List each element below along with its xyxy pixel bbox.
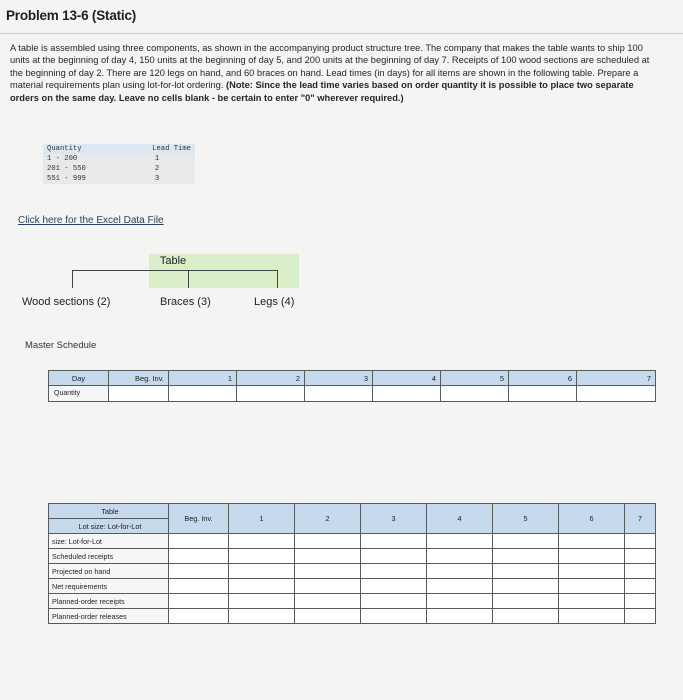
mrp-cell[interactable] xyxy=(625,594,656,609)
mrp-cell[interactable] xyxy=(559,594,625,609)
mrp-cell[interactable] xyxy=(625,609,656,624)
mrp-cell[interactable] xyxy=(295,579,361,594)
master-schedule-input[interactable] xyxy=(237,386,305,402)
lead-time-header-quantity: Quantity xyxy=(43,144,119,154)
mrp-cell[interactable] xyxy=(427,579,493,594)
mrp-row xyxy=(49,579,656,594)
tree-connector-left xyxy=(72,270,73,288)
mrp-cell[interactable] xyxy=(493,579,559,594)
mrp-row-label: Planned-order receipts xyxy=(49,594,169,609)
mrp-row-label: size: Lot-for-Lot xyxy=(49,534,169,549)
mrp-cell[interactable] xyxy=(361,564,427,579)
mrp-cell[interactable] xyxy=(295,594,361,609)
mrp-cell[interactable] xyxy=(361,549,427,564)
master-schedule-input[interactable] xyxy=(109,386,169,402)
mrp-cell[interactable] xyxy=(493,594,559,609)
mrp-cell[interactable] xyxy=(427,549,493,564)
mrp-row xyxy=(49,564,656,579)
problem-text: A table is assembled using three components, as shown in the accompanying product structure tree. The company that makes the table wants to ship 100 units at the beginning of day 4, 150 units at the beginning of day 5, and 200 units at the beginning of day 7. Receipts of 100 wood sections are scheduled at the beginning of day 2. There are 120 legs on hand, and 60 braces on hand. Lead times (in days) for all items are shown in the following table. Prepare a material requirements plan using lot-for-lot ordering. xyxy=(10,43,650,91)
mrp-lot-size: Lot size: Lot-for-Lot xyxy=(49,519,169,534)
lead-time-quantity: 551 - 999 xyxy=(47,175,86,183)
mrp-cell[interactable] xyxy=(559,564,625,579)
mrp-cell[interactable] xyxy=(625,579,656,594)
mrp-day-header: 5 xyxy=(493,504,559,534)
mrp-cell[interactable] xyxy=(493,534,559,549)
mrp-day-header: 7 xyxy=(625,504,656,534)
mrp-day-header: 1 xyxy=(229,504,295,534)
mrp-beg-inv-header: Beg. Inv. xyxy=(169,504,229,534)
mrp-cell[interactable] xyxy=(295,564,361,579)
day-header: 7 xyxy=(577,371,656,386)
tree-child-legs: Legs (4) xyxy=(254,296,295,308)
mrp-cell[interactable] xyxy=(559,534,625,549)
lead-time-value: 3 xyxy=(154,175,160,183)
title-divider xyxy=(0,33,683,34)
master-schedule-input[interactable] xyxy=(169,386,237,402)
mrp-cell[interactable] xyxy=(493,564,559,579)
lead-time-quantity: 1 - 200 xyxy=(47,155,78,163)
mrp-cell[interactable] xyxy=(361,534,427,549)
day-header: 1 xyxy=(169,371,237,386)
mrp-day-header: 2 xyxy=(295,504,361,534)
mrp-cell[interactable] xyxy=(361,609,427,624)
mrp-cell[interactable] xyxy=(229,579,295,594)
mrp-day-header: 6 xyxy=(559,504,625,534)
mrp-row xyxy=(49,594,656,609)
mrp-cell[interactable] xyxy=(169,549,229,564)
master-schedule-input[interactable] xyxy=(577,386,656,402)
day-header: 5 xyxy=(441,371,509,386)
lead-time-value: 1 xyxy=(154,155,160,163)
mrp-cell[interactable] xyxy=(559,549,625,564)
mrp-cell[interactable] xyxy=(229,594,295,609)
master-schedule-input[interactable] xyxy=(305,386,373,402)
mrp-cell[interactable] xyxy=(559,609,625,624)
mrp-cell[interactable] xyxy=(229,609,295,624)
mrp-item-name: Table xyxy=(49,504,169,519)
mrp-cell[interactable] xyxy=(361,594,427,609)
master-schedule-input[interactable] xyxy=(441,386,509,402)
mrp-cell[interactable] xyxy=(361,579,427,594)
lead-time-row xyxy=(43,174,195,184)
mrp-row-label: Planned-order releases xyxy=(49,609,169,624)
mrp-row xyxy=(49,534,656,549)
lead-time-table xyxy=(43,144,195,184)
lead-time-quantity: 201 - 550 xyxy=(47,165,86,173)
mrp-cell[interactable] xyxy=(427,564,493,579)
mrp-cell[interactable] xyxy=(295,609,361,624)
master-schedule-table xyxy=(48,370,656,402)
mrp-cell[interactable] xyxy=(625,534,656,549)
day-header: 3 xyxy=(305,371,373,386)
lead-time-row xyxy=(43,154,195,164)
day-header: 4 xyxy=(373,371,441,386)
mrp-cell[interactable] xyxy=(229,564,295,579)
tree-connector-right xyxy=(277,270,278,288)
mrp-table xyxy=(48,503,656,624)
master-schedule-day-header: Day xyxy=(49,371,109,386)
mrp-cell[interactable] xyxy=(169,534,229,549)
mrp-cell[interactable] xyxy=(169,579,229,594)
mrp-day-header: 3 xyxy=(361,504,427,534)
lead-time-header-lead-time: Lead Time xyxy=(119,144,195,154)
mrp-row xyxy=(49,609,656,624)
mrp-row-label: Scheduled receipts xyxy=(49,549,169,564)
mrp-cell[interactable] xyxy=(229,534,295,549)
master-schedule-input[interactable] xyxy=(373,386,441,402)
mrp-cell[interactable] xyxy=(295,534,361,549)
problem-title: Problem 13-6 (Static) xyxy=(6,8,137,23)
tree-connector-root xyxy=(188,270,189,288)
mrp-row xyxy=(49,549,656,564)
problem-statement xyxy=(10,42,664,104)
mrp-cell[interactable] xyxy=(169,594,229,609)
master-schedule-label: Master Schedule xyxy=(25,340,97,351)
mrp-cell[interactable] xyxy=(427,594,493,609)
mrp-cell[interactable] xyxy=(625,564,656,579)
day-header: 6 xyxy=(509,371,577,386)
lead-time-value: 2 xyxy=(154,165,160,173)
mrp-day-header: 4 xyxy=(427,504,493,534)
mrp-cell[interactable] xyxy=(493,549,559,564)
tree-connector-horizontal xyxy=(72,270,278,271)
master-schedule-input[interactable] xyxy=(509,386,577,402)
mrp-row-label: Net requirements xyxy=(49,579,169,594)
problem-note: (Note: Since the lead time varies based on order quantity it is possible to place two separate orders on the same day. Leave no cells blank - be certain to enter "0" wherever required.) xyxy=(10,80,634,103)
day-header: 2 xyxy=(237,371,305,386)
mrp-cell[interactable] xyxy=(625,549,656,564)
tree-child-braces: Braces (3) xyxy=(160,296,211,308)
mrp-cell[interactable] xyxy=(427,609,493,624)
tree-root-label: Table xyxy=(159,255,187,267)
excel-data-link[interactable]: Click here for the Excel Data File xyxy=(18,215,164,226)
mrp-cell[interactable] xyxy=(169,564,229,579)
mrp-cell[interactable] xyxy=(169,609,229,624)
tree-child-wood-sections: Wood sections (2) xyxy=(22,296,111,308)
mrp-cell[interactable] xyxy=(493,609,559,624)
master-schedule-beg-inv-header: Beg. Inv. xyxy=(109,371,169,386)
mrp-row-label: Projected on hand xyxy=(49,564,169,579)
master-schedule-quantity-label: Quantity xyxy=(49,386,109,402)
mrp-cell[interactable] xyxy=(295,549,361,564)
lead-time-row xyxy=(43,164,195,174)
mrp-cell[interactable] xyxy=(427,534,493,549)
mrp-cell[interactable] xyxy=(559,579,625,594)
mrp-cell[interactable] xyxy=(229,549,295,564)
